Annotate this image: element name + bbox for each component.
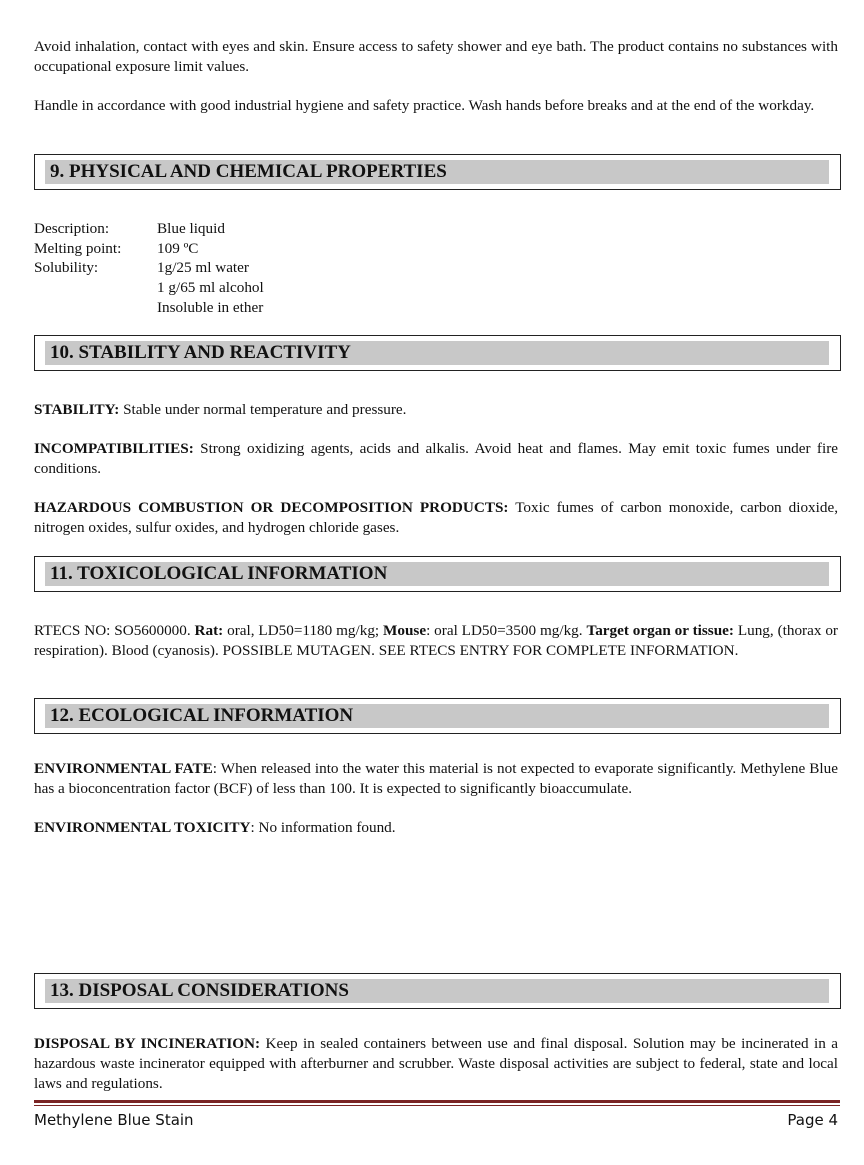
disposal-paragraph [34,1034,838,1094]
footer-document-title: Methylene Blue Stain [34,1111,194,1129]
section-12-header [34,698,841,734]
section-10-title: 10. STABILITY AND REACTIVITY [50,342,351,363]
property-value: 1 g/65 ml alcohol [157,279,264,297]
property-label: Solubility: [34,259,99,277]
section-11-bar [45,562,829,586]
section-12-title: 12. ECOLOGICAL INFORMATION [50,705,354,726]
environmental-toxicity-paragraph [34,818,838,838]
intro-paragraph-1: Avoid inhalation, contact with eyes and skin. Ensure access to safety shower and eye bath. The product contains no substances with occupational exposure limit values. [34,38,838,75]
property-label: Melting point: [34,239,122,257]
property-value: 1g/25 ml water [157,259,249,277]
property-label: Description: [34,220,110,237]
rat-label: Rat: [194,622,224,639]
rat-text: oral, LD50=1180 mg/kg; [223,622,384,639]
disposal-label: DISPOSAL BY INCINERATION: [34,1035,261,1052]
disposal-text: Keep in sealed containers between use and final disposal. Solution may be incinerated in a hazardous waste incinerator equipped with afterburner and scrubber. Waste disposal activities are subject to federal, state and local laws and regulations. [34,1035,839,1092]
property-value: Insoluble in ether [157,298,264,316]
section-9-header [34,154,841,190]
section-10-bar [45,341,829,365]
section-13-bar [45,979,829,1003]
incompatibilities-text: Strong oxidizing agents, acids and alkalis. Avoid heat and flames. May emit toxic fumes under fire conditions. [34,440,838,477]
section-12-bar [45,704,829,728]
intro-paragraph-2: Handle in accordance with good industrial hygiene and safety practice. Wash hands before breaks and at the end of the workday. [34,97,815,114]
section-11-title: 11. TOXICOLOGICAL INFORMATION [50,563,388,584]
hazardous-products-label: HAZARDOUS COMBUSTION OR DECOMPOSITION PRODUCTS: [34,499,509,516]
mouse-text: : oral LD50=3500 mg/kg. [426,622,587,639]
property-value: 109 ºC [157,239,199,257]
section-10-header [34,335,841,371]
stability-paragraph [34,400,838,420]
environmental-fate-text: : When released into the water this material is not expected to evaporate significantly. Methylene Blue has a bioconcentration factor (BCF) of less than 100. It is expected to significantly bioaccumulate. [34,760,838,797]
target-organ-label: Target organ or tissue: [586,622,734,639]
hazardous-products-text: Toxic fumes of carbon monoxide, carbon dioxide, nitrogen oxides, sulfur oxides, and hydrogen chloride gases. [34,499,838,536]
incompatibilities-paragraph [34,439,838,479]
hazardous-products-paragraph [34,498,838,538]
section-9-title: 9. PHYSICAL AND CHEMICAL PROPERTIES [50,161,447,182]
environmental-toxicity-text: : No information found. [250,819,396,836]
incompatibilities-label: INCOMPATIBILITIES: [34,440,194,457]
section-11-header [34,556,841,592]
environmental-toxicity-label: ENVIRONMENTAL TOXICITY [34,819,251,836]
section-13-title: 13. DISPOSAL CONSIDERATIONS [50,980,349,1001]
toxicology-paragraph [34,621,838,661]
mouse-label: Mouse [383,622,427,639]
footer-page-number: Page 4 [787,1111,838,1129]
footer-rule-thick [34,1100,840,1103]
rtecs-text: RTECS NO: SO5600000. [34,622,195,639]
section-13-header [34,973,841,1009]
property-value: Blue liquid [157,220,225,237]
stability-text: Stable under normal temperature and pressure. [119,401,407,418]
environmental-fate-label: ENVIRONMENTAL FATE [34,760,213,777]
footer-rule-thin [34,1105,840,1106]
stability-label: STABILITY: [34,401,120,418]
environmental-fate-paragraph [34,759,838,799]
target-organ-text: Lung, (thorax or respiration). Blood (cyanosis). POSSIBLE MUTAGEN. SEE RTECS ENTRY FOR COMPLETE INFORMATION. [34,622,838,659]
section-9-bar [45,160,829,184]
